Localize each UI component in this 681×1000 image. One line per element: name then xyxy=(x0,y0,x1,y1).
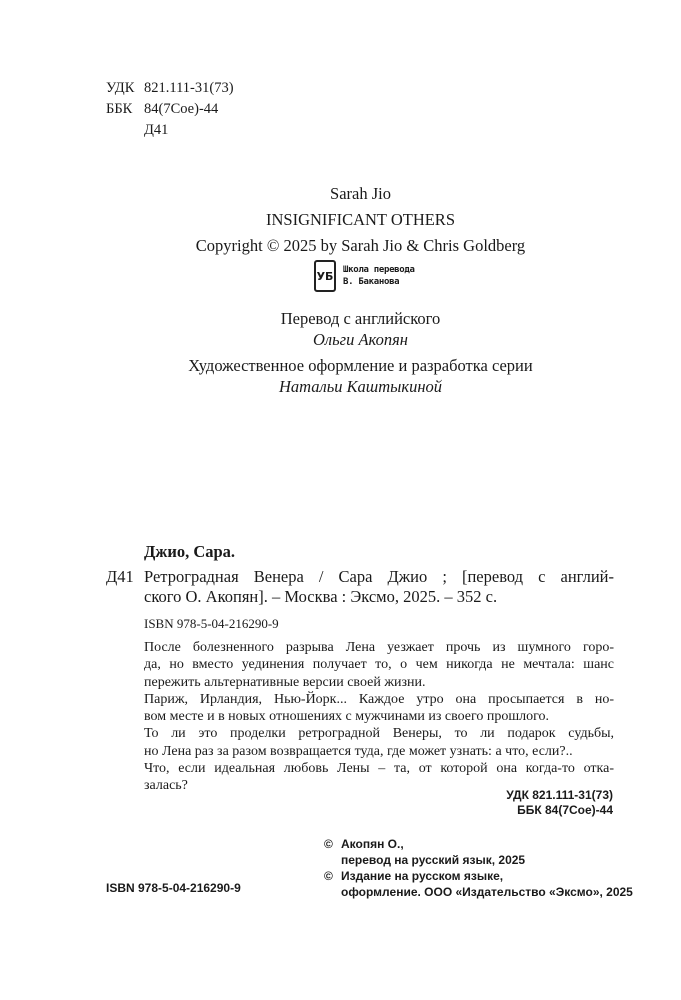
classification-right xyxy=(506,788,613,818)
bbk-row xyxy=(106,99,234,120)
bbk-value: 84(7Сое)-44 xyxy=(144,101,219,117)
udk-row xyxy=(106,78,234,99)
annotation-line: да, но вместо уединения получает то, о чем никогда не мечтала: шанс xyxy=(144,657,614,673)
copyright-row-1 xyxy=(324,836,633,852)
bib-line1-word: Джио xyxy=(387,567,428,586)
bib-line1-word: / xyxy=(318,567,324,586)
translation-credit xyxy=(0,308,681,350)
translation-label: Перевод с английского xyxy=(280,309,441,328)
school-logo-line1: Школа перевода xyxy=(343,265,415,275)
school-logo-text xyxy=(343,264,415,288)
bib-description xyxy=(144,567,614,607)
author-mark: Д41 xyxy=(144,122,169,138)
design-label: Художественное оформление и разработка серии xyxy=(188,356,533,375)
author-mark-row xyxy=(106,120,234,141)
copyright-line1: Акопян О., xyxy=(341,837,404,851)
original-edition xyxy=(0,181,681,259)
translator-name: Ольги Акопян xyxy=(313,330,408,349)
copyright-row-3 xyxy=(324,868,633,884)
annotation-line: залась? xyxy=(144,778,188,794)
bib-line1-word: с xyxy=(538,567,546,586)
annotation-line: пережить альтернативные версии своей жизни. xyxy=(144,674,426,690)
copyright-row-4 xyxy=(324,884,633,900)
classification-udk: УДК 821.111-31(73) xyxy=(506,788,613,802)
annotation-line: Что, если идеальная любовь Лены – та, от которой она когда-то отка- xyxy=(144,761,614,777)
bib-line1-word: Венера xyxy=(253,567,304,586)
school-logo-line2: В. Баканова xyxy=(343,277,400,287)
bib-line1-word: Сара xyxy=(338,567,373,586)
school-logo xyxy=(314,260,415,292)
bib-line1-word: [перевод xyxy=(461,567,524,586)
bib-line1-word: англий- xyxy=(560,567,614,586)
copyright-row-2 xyxy=(324,852,633,868)
original-copyright: Copyright © 2025 by Sarah Jio & Chris Goldberg xyxy=(195,236,526,255)
original-title: INSIGNIFICANT OTHERS xyxy=(266,210,455,229)
annotation-line: вом месте и в новых отношениях с мужчинами из своего прошлого. xyxy=(144,709,550,725)
copyright-line4: оформление. ООО «Издательство «Эксмо», 2025 xyxy=(341,885,633,899)
bib-line1-word: ; xyxy=(442,567,447,586)
classification-bbk: ББК 84(7Сое)-44 xyxy=(517,803,613,817)
bib-author: Джио, Сара. xyxy=(144,542,236,561)
isbn-bottom: ISBN 978-5-04-216290-9 xyxy=(106,881,241,895)
bib-code: Д41 xyxy=(106,567,134,586)
bib-description-line1 xyxy=(144,567,614,587)
annotation-line: Париж, Ирландия, Нью-Йорк... Каждое утро она просыпается в но- xyxy=(144,691,614,707)
classification-codes xyxy=(106,78,234,141)
school-logo-mark: УБ xyxy=(314,260,336,292)
original-author: Sarah Jio xyxy=(330,184,391,203)
udk-value: 821.111-31(73) xyxy=(144,80,234,96)
copyright-line3: Издание на русском языке, xyxy=(341,869,504,883)
design-credit xyxy=(0,355,681,397)
annotation-line: После болезненного разрыва Лена уезжает прочь из шумного горо- xyxy=(144,640,614,655)
designer-name: Натальи Каштыкиной xyxy=(278,377,443,396)
bib-description-line2: ского О. Акопян]. – Москва : Эксмо, 2025. – 352 с. xyxy=(144,587,498,606)
copyright-notices xyxy=(324,836,633,900)
annotation-line: но Лена раз за разом возвращается туда, где может узнать: а что, если?.. xyxy=(144,743,573,759)
copyright-line2: перевод на русский язык, 2025 xyxy=(341,853,526,867)
copyright-symbol: © xyxy=(324,869,333,883)
bib-isbn: ISBN 978-5-04-216290-9 xyxy=(144,616,279,631)
bbk-label: ББК xyxy=(106,101,133,117)
annotation-line: То ли это проделки ретроградной Венеры, то ли подарок судьбы, xyxy=(144,726,614,742)
copyright-symbol: © xyxy=(324,837,333,851)
bib-line1-word: Ретроградная xyxy=(144,567,239,586)
annotation xyxy=(144,639,614,795)
udk-label: УДК xyxy=(106,80,135,96)
